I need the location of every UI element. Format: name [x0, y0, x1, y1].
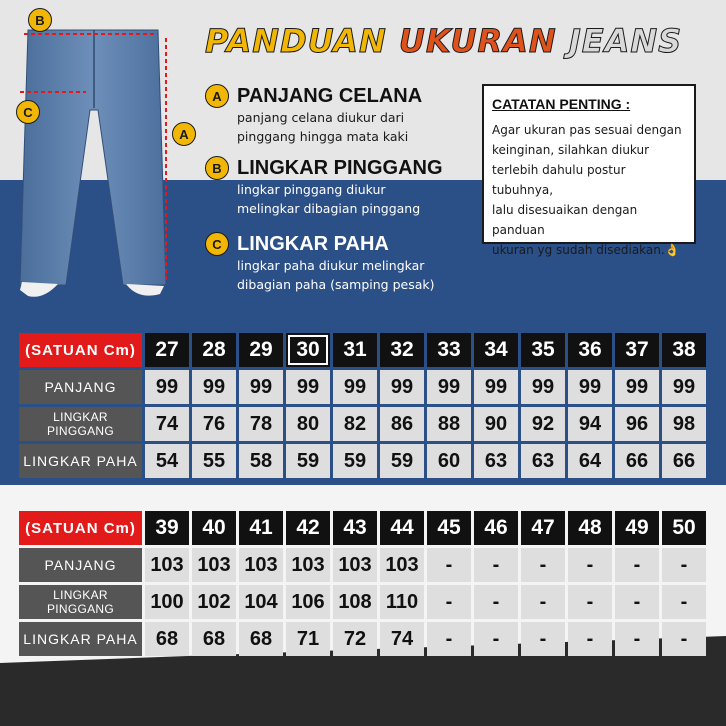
badge-b: B [205, 156, 229, 180]
table-row [19, 444, 706, 478]
size-header-cell: 50 [662, 511, 706, 545]
note-line: lalu disesuaikan dengan panduan [492, 203, 638, 237]
table-cell: 99 [662, 370, 706, 404]
table-cell: 103 [239, 548, 283, 582]
table-cell: - [427, 548, 471, 582]
table-cell: 66 [615, 444, 659, 478]
table-cell: 96 [615, 407, 659, 441]
table-cell: - [521, 548, 565, 582]
size-table-2 [16, 508, 709, 659]
size-header-cell: 33 [427, 333, 471, 367]
unit-label: (SATUAN Cm) [19, 333, 142, 367]
table-cell: 103 [286, 548, 330, 582]
size-header-cell: 46 [474, 511, 518, 545]
table-cell: 99 [239, 370, 283, 404]
size-header-cell: 32 [380, 333, 424, 367]
table-cell: 99 [333, 370, 377, 404]
table-cell: 66 [662, 444, 706, 478]
note-line: keinginan, silahkan diukur [492, 143, 650, 157]
row-label: PANJANG [19, 370, 142, 404]
measurement-c-desc-2: dibagian paha (samping pesak) [237, 277, 435, 292]
table-cell: 110 [380, 585, 424, 619]
table-cell: 58 [239, 444, 283, 478]
table-row [19, 548, 706, 582]
title-part-1: PANDUAN [205, 22, 387, 60]
marker-b [28, 8, 52, 32]
marker-a [172, 122, 196, 146]
table-cell: 99 [192, 370, 236, 404]
table-cell: - [615, 548, 659, 582]
page-title [205, 22, 682, 66]
table-row [19, 622, 706, 656]
size-header-cell: 45 [427, 511, 471, 545]
table-cell: 68 [145, 622, 189, 656]
table-cell: - [615, 585, 659, 619]
table-cell: - [427, 622, 471, 656]
row-label: LINGKAR PINGGANG [19, 407, 142, 441]
measurement-c-heading: LINGKAR PAHA [237, 232, 389, 255]
table-cell: - [568, 585, 612, 619]
table-cell: 74 [380, 622, 424, 656]
table-cell: - [427, 585, 471, 619]
note-heading: CATATAN PENTING : [492, 96, 631, 112]
marker-c [16, 100, 40, 124]
size-header-cell: 29 [239, 333, 283, 367]
table-cell: 55 [192, 444, 236, 478]
size-header-cell: 30 [286, 333, 330, 367]
table-cell: 103 [333, 548, 377, 582]
table-cell: 99 [568, 370, 612, 404]
table-cell: 100 [145, 585, 189, 619]
title-part-2: UKURAN [398, 22, 557, 60]
table-cell: 102 [192, 585, 236, 619]
table-cell: 76 [192, 407, 236, 441]
measurement-c-desc-1: lingkar paha diukur melingkar [237, 258, 425, 273]
table-cell: - [474, 548, 518, 582]
table-cell: 99 [427, 370, 471, 404]
table-cell: - [662, 548, 706, 582]
size-header-row [19, 333, 706, 367]
size-header-cell: 37 [615, 333, 659, 367]
size-header-cell: 47 [521, 511, 565, 545]
table-cell: 99 [521, 370, 565, 404]
measurement-b-desc-1: lingkar pinggang diukur [237, 182, 386, 197]
table-cell: 80 [286, 407, 330, 441]
table-cell: 104 [239, 585, 283, 619]
size-header-cell: 48 [568, 511, 612, 545]
table-cell: 78 [239, 407, 283, 441]
table-cell: 88 [427, 407, 471, 441]
table-cell: 98 [662, 407, 706, 441]
size-header-cell: 49 [615, 511, 659, 545]
size-header-cell: 27 [145, 333, 189, 367]
jeans-illustration [18, 0, 168, 300]
table-cell: 74 [145, 407, 189, 441]
table-cell: 103 [380, 548, 424, 582]
table-cell: 103 [192, 548, 236, 582]
size-header-cell: 38 [662, 333, 706, 367]
table-cell: 63 [474, 444, 518, 478]
table-cell: 71 [286, 622, 330, 656]
table-cell: 59 [380, 444, 424, 478]
table-cell: 99 [474, 370, 518, 404]
table-cell: 59 [333, 444, 377, 478]
size-header-row [19, 511, 706, 545]
badge-c: C [205, 232, 229, 256]
marker-b-label: B [35, 12, 45, 28]
measurement-b-heading: LINGKAR PINGGANG [237, 156, 443, 179]
note-line: ukuran yg sudah disediakan.👌 [492, 243, 680, 257]
size-header-cell: 35 [521, 333, 565, 367]
measurement-a-heading: PANJANG CELANA [237, 84, 423, 107]
badge-a: A [205, 84, 229, 108]
table-cell: - [521, 585, 565, 619]
table-cell: 108 [333, 585, 377, 619]
table-cell: 68 [192, 622, 236, 656]
measurement-a-desc-2: pinggang hingga mata kaki [237, 129, 409, 144]
table-row [19, 407, 706, 441]
table-cell: 99 [615, 370, 659, 404]
table-cell: 106 [286, 585, 330, 619]
table-cell: 68 [239, 622, 283, 656]
table-cell: 94 [568, 407, 612, 441]
table-cell: 103 [145, 548, 189, 582]
row-label: PANJANG [19, 548, 142, 582]
size-header-cell: 41 [239, 511, 283, 545]
table-cell: - [474, 622, 518, 656]
measurement-a [205, 84, 475, 146]
marker-c-label: C [23, 104, 33, 120]
table-cell: - [474, 585, 518, 619]
size-header-cell: 42 [286, 511, 330, 545]
table-cell: 99 [286, 370, 330, 404]
size-header-cell: 39 [145, 511, 189, 545]
note-line: Agar ukuran pas sesuai dengan [492, 123, 682, 137]
table-cell: - [521, 622, 565, 656]
table-cell: - [662, 622, 706, 656]
table-cell: 99 [380, 370, 424, 404]
table-cell: - [568, 622, 612, 656]
measurement-a-desc-1: panjang celana diukur dari [237, 110, 405, 125]
marker-a-label: A [179, 126, 189, 142]
title-part-3: JEANS [568, 22, 683, 60]
size-header-cell: 34 [474, 333, 518, 367]
note-line: terlebih dahulu postur tubuhnya, [492, 163, 626, 197]
size-header-cell: 44 [380, 511, 424, 545]
table-cell: 54 [145, 444, 189, 478]
size-table-1 [16, 330, 709, 481]
measurement-b [205, 156, 475, 218]
table-row [19, 585, 706, 619]
table-cell: - [662, 585, 706, 619]
important-note [482, 84, 696, 257]
table-cell: 60 [427, 444, 471, 478]
table-cell: 90 [474, 407, 518, 441]
table-cell: 82 [333, 407, 377, 441]
unit-label: (SATUAN Cm) [19, 511, 142, 545]
size-header-cell: 28 [192, 333, 236, 367]
row-label: LINGKAR PINGGANG [19, 585, 142, 619]
table-cell: 72 [333, 622, 377, 656]
size-header-cell: 36 [568, 333, 612, 367]
table-cell: 64 [568, 444, 612, 478]
size-header-cell: 43 [333, 511, 377, 545]
measurement-b-desc-2: melingkar dibagian pinggang [237, 201, 421, 216]
table-cell: 86 [380, 407, 424, 441]
table-cell: - [615, 622, 659, 656]
row-label: LINGKAR PAHA [19, 622, 142, 656]
size-header-cell: 31 [333, 333, 377, 367]
size-header-cell: 40 [192, 511, 236, 545]
table-cell: 63 [521, 444, 565, 478]
row-label: LINGKAR PAHA [19, 444, 142, 478]
table-row [19, 370, 706, 404]
table-cell: 92 [521, 407, 565, 441]
table-cell: - [568, 548, 612, 582]
table-cell: 59 [286, 444, 330, 478]
table-cell: 99 [145, 370, 189, 404]
measurement-c [205, 232, 475, 294]
